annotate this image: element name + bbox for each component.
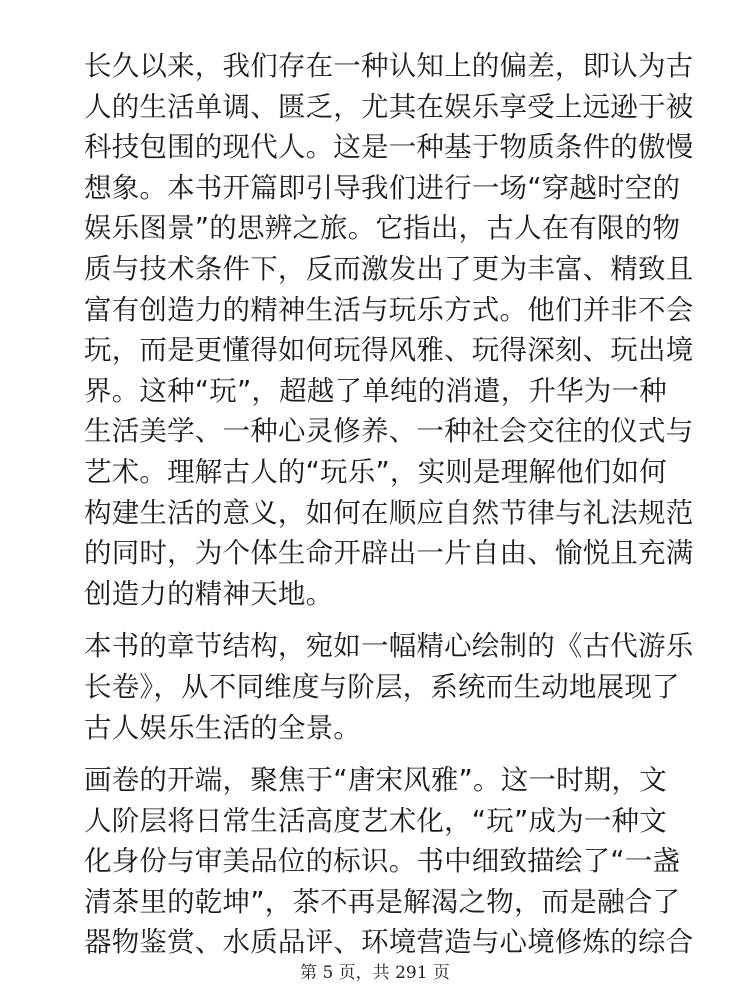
text-line: 长卷》，从不同维度与阶层，系统而生动地展现了 <box>84 670 680 703</box>
text-line: 玩，而是更懂得如何玩得风雅、玩得深刻、玩出境 <box>84 334 694 367</box>
page-number-footer: 第 5 页，共 291 页 <box>300 963 450 983</box>
body-text <box>84 46 694 963</box>
text-line: 长久以来，我们存在一种认知上的偏差，即认为古 <box>84 50 694 82</box>
text-line: 人的生活单调、匮乏，尤其在娱乐享受上远逊于被 <box>84 90 694 123</box>
text-line: 娱乐图景”的思辨之旅。它指出，古人在有限的物 <box>84 212 681 245</box>
text-line: 的同时，为个体生命开辟出一片自由、愉悦且充满 <box>84 537 694 570</box>
text-line: 古人娱乐生活的全景。 <box>84 711 361 744</box>
text-line: 质与技术条件下，反而激发出了更为丰富、精致且 <box>84 252 694 285</box>
text-line: 人阶层将日常生活高度艺术化，“玩”成为一种文 <box>84 804 667 837</box>
text-line: 化身份与审美品位的标识。书中细致描绘了“一盏 <box>84 845 681 878</box>
text-line: 画卷的开端，聚焦于“唐宋风雅”。这一时期，文 <box>84 764 667 797</box>
text-line: 科技包围的现代人。这是一种基于物质条件的傲慢 <box>84 131 694 164</box>
text-line: 生活美学、一种心灵修养、一种社会交往的仪式与 <box>84 415 694 448</box>
paragraph-2 <box>84 626 694 748</box>
text-line: 创造力的精神天地。 <box>84 577 334 610</box>
text-line: 器物鉴赏、水质品评、环境营造与心境修炼的综合 <box>84 926 694 959</box>
text-line: 构建生活的意义，如何在顺应自然节律与礼法规范 <box>84 496 694 529</box>
paragraph-3 <box>84 760 694 963</box>
text-line: 本书的章节结构，宛如一幅精心绘制的《古代游乐 <box>84 630 694 663</box>
text-line: 想象。本书开篇即引导我们进行一场“穿越时空的 <box>84 171 681 204</box>
text-line: 富有创造力的精神生活与玩乐方式。他们并非不会 <box>84 293 694 326</box>
text-line: 界。这种“玩”，超越了单纯的消遣，升华为一种 <box>84 374 667 407</box>
text-line: 清茶里的乾坤”，茶不再是解渴之物，而是融合了 <box>84 885 681 918</box>
paragraph-1 <box>84 46 694 614</box>
text-line: 艺术。理解古人的“玩乐”，实则是理解他们如何 <box>84 455 667 488</box>
